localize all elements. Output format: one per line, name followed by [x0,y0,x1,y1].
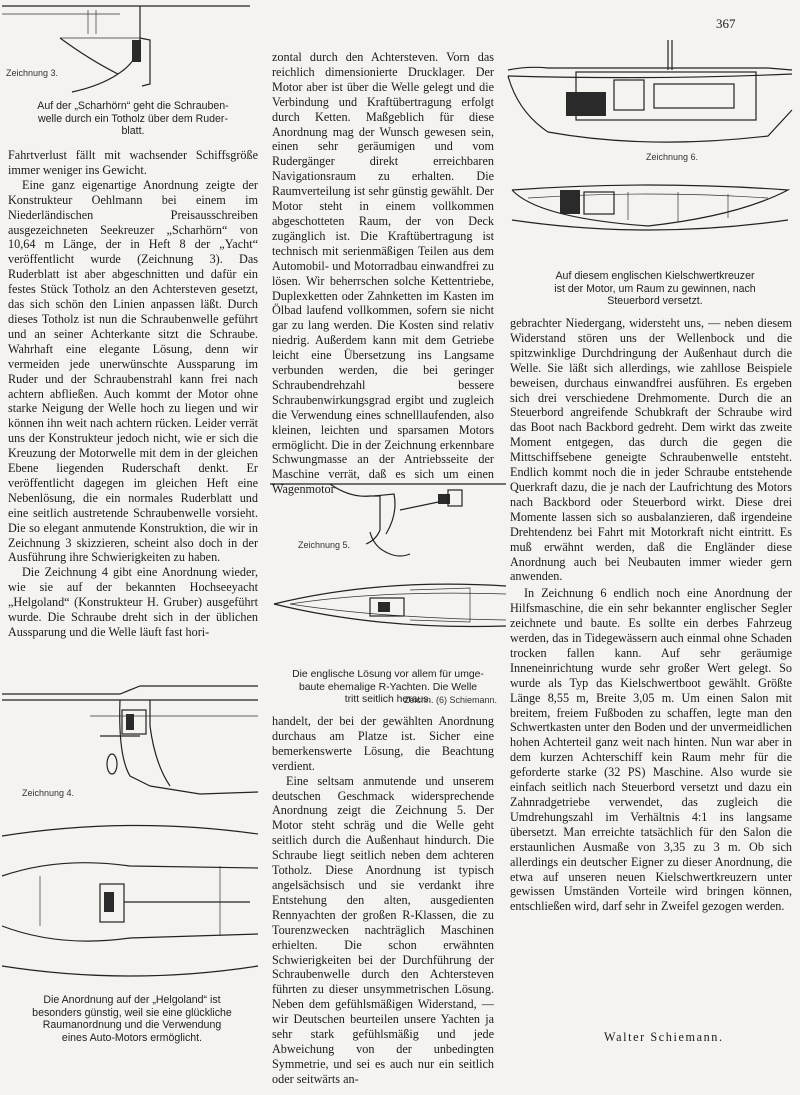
right-column [510,316,792,914]
left-column [8,148,258,640]
figure-4-drawing [0,676,258,986]
middle-column-top [272,50,494,497]
figure-3-caption: Auf der „Scharhörn“ geht die Schrauben- welle durch ein Totholz über dem Ruder- blatt. [37,100,229,137]
figure-3-label: Zeichnung 3. [6,68,59,78]
figure-6-caption: Auf diesem englischen Kielschwertkreuzer ist der Motor, um Raum zu gewinnen, nach Steuerbord versetzt. [554,270,756,307]
middle-column-bottom [272,714,494,1087]
figure-4-label: Zeichnung 4. [22,788,75,798]
page-number: 367 [716,16,736,31]
figure-6-label: Zeichnung 6. [646,152,699,162]
figure-5-caption: Die englische Lösung vor allem für umge- baute ehemalige R-Yachten. Die Welle tritt seitlich heraus. [292,669,484,705]
figure-3-drawing [0,0,255,95]
left-paragraph-2: Eine ganz eigenartige Anordnung zeigte der Konstrukteur Oehlmann bei einem im Niederländischen Preisausschreiben ausgezeichneten Seekreuzer „Scharhörn“ von 10,64 m Länge, der in Heft 8 der „Yacht“ veröffentlicht wurde (Zeichnung 3). Das Ruderblatt ist aber abgeschnitten und dafür ein festes Stück Totholz an den Achtersteven gesetzt, das sich schön den Linien anpassen läßt. Durch dieses Totholz ist nun die Schraubenwelle geführt und an seiner Achterkante sitzt die Schraube. Wahrhaft eine elegante Lösung, denn wir vermeiden jede unerwünschte Aussparung im Ruder und der Schraubenstrahl kann frei nach achtern abfließen. Auch kommt der Motor ohne starke Neigung der Welle hoch zu liegen und wir können ihn weit nach achtern rücken. Leider verrät uns der Konstrukteur jedoch nicht, wie er sich die Kreuzung der Motorwelle mit dem in der gleichen Ebene liegenden Ruderschaft denkt. Er veröffentlicht dagegen im gleichen Heft eine Nebenlösung, die ein normales Ruderblatt und eine seitlich austretende Schraubenwelle vorsieht. Die so elegant anmutende Konstruktion, die wir in Zeichnung 3 skizzieren, scheint also doch in der Ausführung ihre Schwierigkeiten zu haben. [8,177,258,565]
figure-5-label: Zeichnung 5. [298,540,351,550]
right-paragraph-2: In Zeichnung 6 endlich noch eine Anordnung der Hilfsmaschine, die ein sehr bekannter englischer Segler zeichnete und baute. Es sollte ein derbes Fahrzeug werden, das in Tidegewässern auch einmal ohne Schaden trocken fallen kann. Auf sehr geräumige Inneneinrichtung wurde sehr großer Wert gelegt. So wurde als Typ das Kielschwertboot gewählt. Größte Länge 8,55 m, Breite 3,05 m. Um einen Salon mit breitem, freiem Fußboden zu schaffen, legte man den Schwertkasten unter den Boden und der unvermeidlichen hohen Achterteil ganz weit nach hinten. Nun war aber in dem kurzen Achterschiff kein Raum mehr für die geforderte starke (32 PS) Maschine. Also wurde sie einfach seitlich nach Steuerbord versetzt und dazu ein Zahnradgetriebe verwendet, das zugleich die Umdrehungszahl im Verhältnis 4:1 ins langsame übersetzt. Man erreichte tatsächlich für den Salon die erstaunlichen Ausmaße von 3,35 zu 3 m. Ob sich allerdings ein deutscher Eigner zu dieser Anordnung, die etwa auf unseren neuen Kielschwertkreuzern unter gewissen Umständen Vorteile wird bringen können, entschließen wird, darf sehr in Zweifel gezogen werden. [510,586,792,914]
figure-4-caption: Die Anordnung auf der „Helgoland“ ist besonders günstig, weil sie eine glückliche Raumanordnung und die Verwendung eines Auto-Motors ermöglicht. [32,994,232,1044]
left-paragraph-1: Fahrtverlust fällt mit wachsender Schiffsgröße immer weniger ins Gewicht. [8,148,258,177]
middle-paragraph-1: zontal durch den Achtersteven. Vorn das reichlich dimensionierte Drucklager. Der Motor aber ist über die Welle gelegt und die Verbindung und Kraftübertragung erfolgt durch Ketten. Maßgeblich für diese Anordnung mag der Wunsch gewesen sein, einen sehr geräumigen und vom Rudergänger direkt erreichbaren Navigationsraum zu erhalten. Die Raumverteilung ist sehr günstig gewählt. Der Motor steht in einem vollkommen abgeschotteten Raum, der von Deck zugänglich ist. Die Kraftübertragung ist technisch mit serienmäßigen Teilen aus dem Automobil- und Motorradbau einwandfrei zu lösen. Wir beherrschen solche Kettentriebe, Duplexketten oder Zahnketten im Kasten im Ölbad laufend vollkommen, sofern sie nicht gar zu lang werden. Die Kosten sind relativ niedrig. Außerdem kann mit dem Getriebe leicht eine Übersetzung ins Langsame verbunden werden, die bei geringer Schraubendrehzahl bessere Schraubenwirkungsgrad ergibt und zugleich die Verwendung eines schnelllaufenden, also kleinen, leichten und sparsamen Motors ermöglicht. Die in der Zeichnung erkennbare Schwungmasse an der Antriebsseite der Maschine verrät, daß es sich um einen Wagenmotor [272,50,494,497]
author-signature: Walter Schiemann. [604,1030,724,1044]
middle-paragraph-2: handelt, der bei der gewählten Anordnung durchaus am Platze ist. Sicher eine bemerkenswerte Lösung, die Beachtung verdient. [272,714,494,773]
left-paragraph-3: Die Zeichnung 4 gibt eine Anordnung wieder, wie sie auf der bekannten Hochseeyacht „Helgoland“ (Konstrukteur H. Gruber) ausgeführt wurde. Die Schraube dreht sich in der üblichen Aussparung und die Welle läuft fast hori- [8,565,258,639]
figure-5-drawing [270,474,506,664]
figure-5-credit: Zeichn. (6) Schiemann. [404,695,498,705]
middle-paragraph-3: Eine seltsam anmutende und unserem deutschen Geschmack widersprechende Anordnung zeigt die Zeichnung 5. Der Motor steht schräg und die Welle geht seitlich durch die Außenhaut hindurch. Die Schraube liegt seitlich neben dem achteren Totholz. Diese Anordnung ist typisch angelsächsisch und sie verdankt ihre Entstehung den alten, ausgedienten Rennyachten der großen R-Klassen, die zu Tourenzwecken nachträglich Maschinen erhielten. Die schon erwähnten Schwierigkeiten bei der Durchführung der Schraubenwelle durch den Achtersteven führten zu dieser unsymmetrischen Lösung. Neben dem gefühlsmäßigen Widerstand, — wir Deutschen beurteilen unsere Yachten ja sehr stark gefühlsmäßig und jede Abweichung von der unbedingten Symmetrie, und sei es auch nur ein seitlich oder seitwärts an- [272,773,494,1086]
right-paragraph-1: gebrachter Niedergang, widersteht uns, — neben diesem Widerstand stören uns der Wellenbock und die spitzwinklige Durchdringung der Außenhaut durch die Welle. Sie läßt sich allerdings, wie zahllose Beispiele beweisen, durchaus einwandfrei ausführen. Es ergeben sich drei verschiedene Drehmomente. Durch die an Steuerbord angreifende Schubkraft der Schraube wird das Boot nach Backbord gedreht. Dem wirkt das zweite Moment entgegen, das durch die gegen die Mittschiffsebene geneigte Schraubenwelle entsteht. Endlich kommt noch die in jeder Schraube entstehende Querkraft dazu, die je nach der Laufrichtung des Motors nach Backbord oder Steuerbord wirkt. Diese drei Momente lassen sich so ausbalanzieren, daß irgendeine Drehtendenz bei Fahrt mit Motorkraft nicht eintritt. Es muß erwähnt werden, daß die Engländer diese Anordnung auch bei Neubauten immer wieder gern anwenden. [510,316,792,584]
